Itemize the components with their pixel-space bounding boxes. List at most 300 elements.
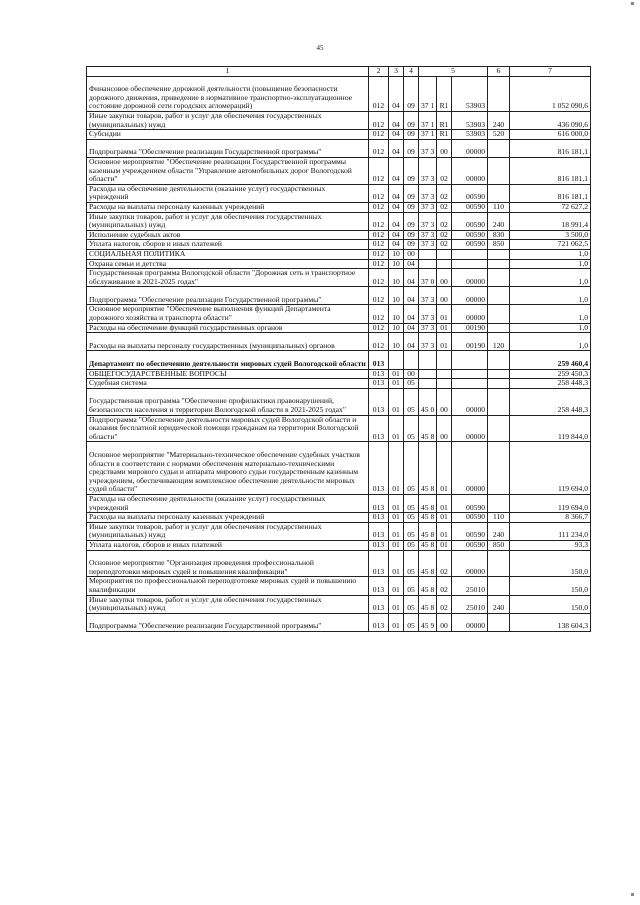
amount: 259 450,3 [510, 369, 591, 379]
section-code: 10 [389, 333, 404, 351]
direction-code: 00190 [452, 333, 488, 351]
subsection-code: 09 [404, 111, 419, 129]
program-code: 45 8 [419, 550, 437, 577]
expense-type-code [488, 287, 510, 305]
row-name: Основное мероприятие "Обеспечение реализации Государственной программы казенным учреждением области "Управление автомобильных дорог Вологодской области" [87, 157, 369, 184]
section-code: 04 [389, 230, 404, 240]
program-code: 45 8 [419, 415, 437, 442]
section-code: 04 [389, 240, 404, 250]
header-cell: 4 [404, 67, 419, 77]
event-code: 01 [437, 522, 452, 540]
amount: 1,0 [510, 259, 591, 269]
direction-code: 00590 [452, 230, 488, 240]
ved-code: 012 [369, 323, 389, 333]
direction-code: 00000 [452, 139, 488, 157]
subsection-code: 05 [404, 388, 419, 415]
expense-type-code [488, 379, 510, 389]
direction-code [452, 259, 488, 269]
ved-code: 012 [369, 157, 389, 184]
expense-type-code [488, 495, 510, 513]
ved-code: 013 [369, 540, 389, 550]
section-code: 10 [389, 269, 404, 287]
program-code: 37 3 [419, 212, 437, 230]
expense-type-code: 520 [488, 130, 510, 140]
expense-type-code [488, 184, 510, 202]
table-row [87, 202, 591, 212]
table-header-row [87, 67, 591, 77]
ved-code: 013 [369, 442, 389, 495]
subsection-code: 00 [404, 369, 419, 379]
amount: 1,0 [510, 323, 591, 333]
subsection-code: 04 [404, 323, 419, 333]
subsection-code [404, 351, 419, 369]
program-code: 37 3 [419, 333, 437, 351]
expense-type-code [488, 139, 510, 157]
section-code: 10 [389, 323, 404, 333]
expense-type-code: 850 [488, 540, 510, 550]
program-code [419, 379, 437, 389]
table-row [87, 130, 591, 140]
subsection-code: 00 [404, 249, 419, 259]
amount: 119 694,0 [510, 495, 591, 513]
row-name: Подпрограмма "Обеспечение реализации Государственной программы" [87, 139, 369, 157]
subsection-code: 09 [404, 202, 419, 212]
direction-code: 00000 [452, 550, 488, 577]
section-code: 01 [389, 613, 404, 631]
program-code: 37 1 [419, 111, 437, 129]
direction-code: 53903 [452, 76, 488, 111]
ved-code: 013 [369, 577, 389, 595]
direction-code: 00590 [452, 522, 488, 540]
amount: 119 694,0 [510, 442, 591, 495]
table-row [87, 323, 591, 333]
event-code: 01 [437, 495, 452, 513]
event-code: 02 [437, 577, 452, 595]
section-code: 04 [389, 139, 404, 157]
subsection-code: 05 [404, 550, 419, 577]
row-name: Иные закупки товаров, работ и услуг для обеспечения государственных (муниципальных) нужд [87, 212, 369, 230]
table-row [87, 351, 591, 369]
ved-code: 012 [369, 111, 389, 129]
subsection-code: 05 [404, 415, 419, 442]
event-code: 01 [437, 333, 452, 351]
program-code: 37 3 [419, 230, 437, 240]
section-code: 04 [389, 76, 404, 111]
table-row [87, 540, 591, 550]
program-code: 45 8 [419, 577, 437, 595]
expense-type-code [488, 305, 510, 323]
direction-code: 00000 [452, 613, 488, 631]
event-code [437, 351, 452, 369]
event-code: 02 [437, 184, 452, 202]
row-name: Государственная программа Вологодской области "Дорожная сеть и транспортное обслуживание в 2021-2025 годах" [87, 269, 369, 287]
section-code: 01 [389, 595, 404, 613]
amount: 721 062,5 [510, 240, 591, 250]
table-row [87, 379, 591, 389]
ved-code: 012 [369, 139, 389, 157]
section-code: 01 [389, 379, 404, 389]
amount: 1,0 [510, 287, 591, 305]
expense-type-code [488, 157, 510, 184]
direction-code: 25010 [452, 577, 488, 595]
event-code: 00 [437, 415, 452, 442]
program-code: 37 1 [419, 130, 437, 140]
program-code: 45 9 [419, 613, 437, 631]
section-code: 10 [389, 287, 404, 305]
section-code: 10 [389, 259, 404, 269]
program-code: 37 3 [419, 139, 437, 157]
table-row [87, 522, 591, 540]
amount: 259 460,4 [510, 351, 591, 369]
subsection-code: 09 [404, 76, 419, 111]
table-row [87, 388, 591, 415]
expense-type-code [488, 249, 510, 259]
event-code: 00 [437, 269, 452, 287]
row-name: Расходы на выплаты персоналу государственных (муниципальных) органов [87, 333, 369, 351]
amount: 1,0 [510, 249, 591, 259]
section-code: 10 [389, 249, 404, 259]
direction-code [452, 369, 488, 379]
ved-code: 012 [369, 76, 389, 111]
amount: 8 366,7 [510, 513, 591, 523]
subsection-code: 04 [404, 287, 419, 305]
expense-type-code: 110 [488, 513, 510, 523]
ved-code: 012 [369, 240, 389, 250]
subsection-code: 05 [404, 495, 419, 513]
program-code: 45 8 [419, 522, 437, 540]
page-number: 45 [316, 44, 324, 52]
expense-type-code [488, 442, 510, 495]
table-row [87, 577, 591, 595]
expense-type-code: 240 [488, 522, 510, 540]
expense-type-code: 240 [488, 111, 510, 129]
event-code [437, 379, 452, 389]
amount: 119 844,0 [510, 415, 591, 442]
expense-type-code [488, 269, 510, 287]
amount: 816 181,1 [510, 184, 591, 202]
table-row [87, 369, 591, 379]
amount: 72 627,2 [510, 202, 591, 212]
row-name: Подпрограмма "Обеспечение деятельности мировых судей Вологодской области и оказания бесплатной юридической помощи гражданам на территории Вологодской области" [87, 415, 369, 442]
direction-code: 53903 [452, 130, 488, 140]
scan-mark [631, 2, 634, 5]
subsection-code: 09 [404, 230, 419, 240]
event-code: 00 [437, 139, 452, 157]
subsection-code: 04 [404, 305, 419, 323]
program-code: 37 3 [419, 157, 437, 184]
amount: 258 448,3 [510, 388, 591, 415]
program-code [419, 351, 437, 369]
direction-code: 00000 [452, 388, 488, 415]
expense-type-code [488, 369, 510, 379]
section-code: 01 [389, 522, 404, 540]
section-code: 01 [389, 550, 404, 577]
ved-code: 012 [369, 230, 389, 240]
subsection-code: 05 [404, 540, 419, 550]
row-name: Подпрограмма "Обеспечение реализации Государственной программы" [87, 613, 369, 631]
section-code: 04 [389, 111, 404, 129]
ved-code: 013 [369, 522, 389, 540]
header-cell: 6 [488, 67, 510, 77]
direction-code: 00590 [452, 202, 488, 212]
table-row [87, 415, 591, 442]
event-code: R1 [437, 130, 452, 140]
amount: 1,0 [510, 269, 591, 287]
subsection-code: 05 [404, 379, 419, 389]
row-name: Основное мероприятие "Материально-техническое обеспечение судебных участков области в соответствии с нормами обеспечения материально-техническими средствами мирового судьи и аппарата мирового судьи государственным казенным учреждением, обеспечивающим комплексное обеспечение деятельности мировых судей области" [87, 442, 369, 495]
program-code: 37 3 [419, 323, 437, 333]
direction-code: 00000 [452, 442, 488, 495]
direction-code [452, 379, 488, 389]
ved-code: 012 [369, 212, 389, 230]
event-code: 02 [437, 240, 452, 250]
section-code: 04 [389, 184, 404, 202]
section-code: 04 [389, 130, 404, 140]
ved-code: 012 [369, 249, 389, 259]
amount: 93,3 [510, 540, 591, 550]
row-name: Расходы на обеспечение деятельности (оказание услуг) государственных учреждений [87, 495, 369, 513]
ved-code: 013 [369, 415, 389, 442]
expense-type-code [488, 577, 510, 595]
ved-code: 012 [369, 184, 389, 202]
amount: 1 052 090,6 [510, 76, 591, 111]
subsection-code: 09 [404, 212, 419, 230]
scan-mark [631, 893, 634, 896]
section-code: 01 [389, 388, 404, 415]
direction-code: 00590 [452, 495, 488, 513]
event-code: 01 [437, 323, 452, 333]
amount: 258 448,3 [510, 379, 591, 389]
event-code: 02 [437, 595, 452, 613]
table-row [87, 613, 591, 631]
subsection-code: 04 [404, 259, 419, 269]
section-code: 04 [389, 202, 404, 212]
table-row [87, 111, 591, 129]
table-row [87, 550, 591, 577]
table-row [87, 513, 591, 523]
event-code: 01 [437, 513, 452, 523]
program-code [419, 369, 437, 379]
expense-type-code: 850 [488, 240, 510, 250]
ved-code: 012 [369, 305, 389, 323]
table-row [87, 184, 591, 202]
section-code: 01 [389, 495, 404, 513]
direction-code: 00590 [452, 513, 488, 523]
event-code: 00 [437, 287, 452, 305]
amount: 816 181,1 [510, 139, 591, 157]
program-code: 45 0 [419, 388, 437, 415]
ved-code: 013 [369, 550, 389, 577]
subsection-code: 05 [404, 577, 419, 595]
program-code: 45 8 [419, 442, 437, 495]
row-name: Расходы на обеспечение деятельности (оказание услуг) государственных учреждений [87, 184, 369, 202]
ved-code: 013 [369, 379, 389, 389]
header-cell: 3 [389, 67, 404, 77]
section-code: 01 [389, 540, 404, 550]
direction-code: 00000 [452, 305, 488, 323]
program-code: 37 3 [419, 287, 437, 305]
subsection-code: 05 [404, 595, 419, 613]
row-name: Уплата налогов, сборов и иных платежей [87, 540, 369, 550]
section-code: 01 [389, 369, 404, 379]
event-code: 01 [437, 442, 452, 495]
table-row [87, 287, 591, 305]
table-row [87, 495, 591, 513]
row-name: Расходы на выплаты персоналу казенных учреждений [87, 513, 369, 523]
event-code [437, 369, 452, 379]
event-code: 01 [437, 305, 452, 323]
program-code: 37 0 [419, 269, 437, 287]
expense-type-code: 240 [488, 595, 510, 613]
row-name: Департамент по обеспечению деятельности мировых судей Вологодской области [87, 351, 369, 369]
event-code: 02 [437, 230, 452, 240]
direction-code: 00000 [452, 415, 488, 442]
ved-code: 012 [369, 333, 389, 351]
section-code [389, 351, 404, 369]
section-code: 04 [389, 157, 404, 184]
row-name: Иные закупки товаров, работ и услуг для обеспечения государственных (муниципальных) нужд [87, 522, 369, 540]
direction-code: 00590 [452, 184, 488, 202]
expense-type-code [488, 388, 510, 415]
program-code: 37 1 [419, 76, 437, 111]
direction-code [452, 351, 488, 369]
expense-type-code: 240 [488, 212, 510, 230]
ved-code: 013 [369, 388, 389, 415]
expense-type-code [488, 613, 510, 631]
subsection-code: 05 [404, 442, 419, 495]
row-name: Охрана семьи и детства [87, 259, 369, 269]
amount: 111 234,0 [510, 522, 591, 540]
direction-code: 00000 [452, 287, 488, 305]
expense-type-code [488, 323, 510, 333]
event-code: R1 [437, 76, 452, 111]
program-code: 45 8 [419, 513, 437, 523]
subsection-code: 04 [404, 333, 419, 351]
event-code: 02 [437, 157, 452, 184]
ved-code: 012 [369, 130, 389, 140]
table-row [87, 240, 591, 250]
direction-code: 53903 [452, 111, 488, 129]
ved-code: 013 [369, 513, 389, 523]
amount: 436 090,6 [510, 111, 591, 129]
section-code: 01 [389, 513, 404, 523]
row-name: Иные закупки товаров, работ и услуг для обеспечения государственных (муниципальных) нужд [87, 111, 369, 129]
event-code: 00 [437, 388, 452, 415]
section-code: 01 [389, 415, 404, 442]
expense-type-code [488, 259, 510, 269]
table-row [87, 249, 591, 259]
row-name: Субсидии [87, 130, 369, 140]
row-name: СОЦИАЛЬНАЯ ПОЛИТИКА [87, 249, 369, 259]
event-code: 02 [437, 550, 452, 577]
direction-code: 00000 [452, 157, 488, 184]
direction-code [452, 249, 488, 259]
amount: 3 500,0 [510, 230, 591, 240]
expense-type-code: 110 [488, 202, 510, 212]
subsection-code: 05 [404, 613, 419, 631]
expense-type-code [488, 415, 510, 442]
table-row [87, 305, 591, 323]
event-code [437, 249, 452, 259]
direction-code: 00190 [452, 323, 488, 333]
amount: 616 000,0 [510, 130, 591, 140]
row-name: Подпрограмма "Обеспечение реализации Государственной программы" [87, 287, 369, 305]
row-name: Иные закупки товаров, работ и услуг для обеспечения государственных (муниципальных) нужд [87, 595, 369, 613]
ved-code: 012 [369, 259, 389, 269]
section-code: 10 [389, 305, 404, 323]
direction-code: 00000 [452, 269, 488, 287]
event-code [437, 259, 452, 269]
subsection-code: 09 [404, 240, 419, 250]
budget-table [86, 66, 591, 632]
table-row [87, 442, 591, 495]
subsection-code: 09 [404, 130, 419, 140]
direction-code: 25010 [452, 595, 488, 613]
program-code: 37 3 [419, 240, 437, 250]
amount: 816 181,1 [510, 157, 591, 184]
amount: 18 991,4 [510, 212, 591, 230]
table-row [87, 139, 591, 157]
amount: 138 604,3 [510, 613, 591, 631]
direction-code: 00590 [452, 240, 488, 250]
row-name: Финансовое обеспечение дорожной деятельности (повышение безопасности дорожного движения, приведение в нормативное транспортно-эксплуатационное состояние дорожной сети городских агломераций) [87, 76, 369, 111]
table-row [87, 269, 591, 287]
row-name: Основное мероприятие "Обеспечение выполнения функций Департамента дорожного хозяйства и транспорта области" [87, 305, 369, 323]
ved-code: 013 [369, 595, 389, 613]
header-cell: 7 [510, 67, 591, 77]
ved-code: 012 [369, 287, 389, 305]
program-code: 45 8 [419, 540, 437, 550]
subsection-code: 09 [404, 139, 419, 157]
amount: 150,0 [510, 595, 591, 613]
subsection-code: 09 [404, 184, 419, 202]
ved-code: 012 [369, 202, 389, 212]
header-cell: 2 [369, 67, 389, 77]
direction-code: 00590 [452, 212, 488, 230]
table-row [87, 76, 591, 111]
program-code [419, 249, 437, 259]
expense-type-code [488, 351, 510, 369]
table-row [87, 595, 591, 613]
row-name: Исполнение судебных актов [87, 230, 369, 240]
row-name: Расходы на выплаты персоналу казенных учреждений [87, 202, 369, 212]
program-code: 45 8 [419, 495, 437, 513]
amount: 1,0 [510, 305, 591, 323]
ved-code: 013 [369, 369, 389, 379]
ved-code: 013 [369, 495, 389, 513]
table-row [87, 333, 591, 351]
direction-code: 00590 [452, 540, 488, 550]
expense-type-code [488, 76, 510, 111]
subsection-code: 04 [404, 269, 419, 287]
ved-code: 013 [369, 613, 389, 631]
row-name: Мероприятия по профессиональной переподготовке мировых судей и повышению квалификации [87, 577, 369, 595]
table-row [87, 230, 591, 240]
row-name: Основное мероприятие "Организация проведения профессиональной переподготовки мировых судей и повышения квалификации" [87, 550, 369, 577]
expense-type-code [488, 550, 510, 577]
program-code: 37 3 [419, 202, 437, 212]
event-code: R1 [437, 111, 452, 129]
program-code [419, 259, 437, 269]
row-name: Судебная система [87, 379, 369, 389]
ved-code: 012 [369, 269, 389, 287]
subsection-code: 05 [404, 522, 419, 540]
table-row [87, 259, 591, 269]
row-name: Уплата налогов, сборов и иных платежей [87, 240, 369, 250]
expense-type-code: 120 [488, 333, 510, 351]
amount: 150,0 [510, 577, 591, 595]
program-code: 37 3 [419, 305, 437, 323]
